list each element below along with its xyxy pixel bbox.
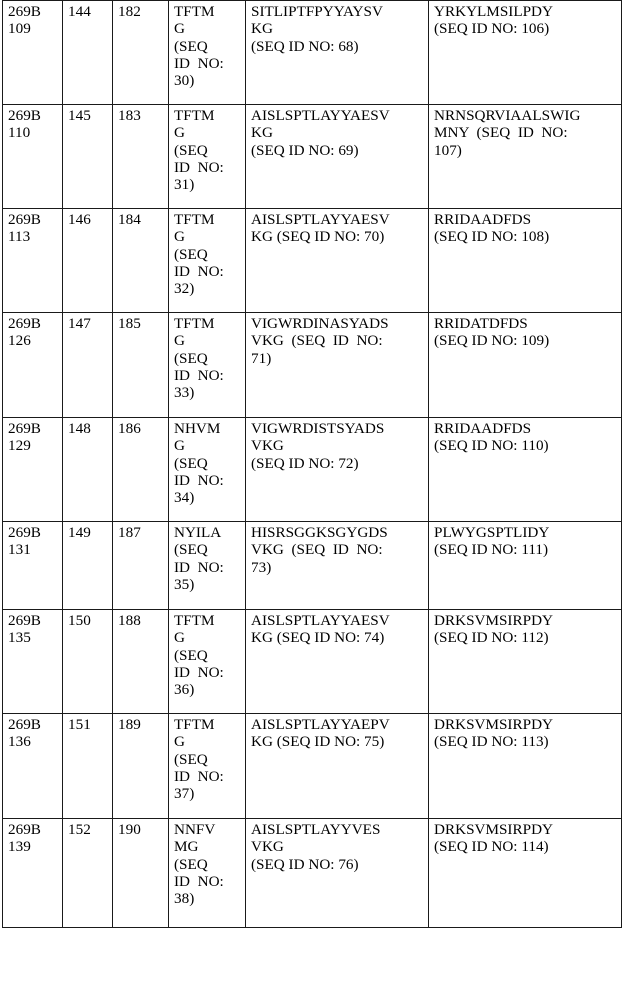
text-line: 131 [8,541,31,559]
text-line: 37) [174,785,195,803]
text-line: (SEQ ID NO: 106) [434,20,550,38]
text-line: 269B [8,315,41,332]
text-line: (SEQ ID NO: 109) [434,332,550,350]
cell-cdr2 [246,105,429,209]
cell-clone-id [3,313,63,418]
text-line: ID NO: [174,366,224,384]
text-line: 71) [251,349,272,367]
cell-clone-id [3,610,63,714]
text-line: (SEQ [174,454,208,472]
text-line: AISLSPTLAYYAESV [251,612,390,629]
text-line: MNY (SEQ ID NO: [434,124,568,142]
text-line: ID NO: [174,471,224,489]
text-line: (SEQ [174,37,208,55]
text-line: MG [174,838,199,856]
table-row [3,610,622,714]
text-line: DRKSVMSIRPDY [434,612,554,629]
cell-clone-id [3,1,63,105]
table-row [3,714,622,819]
text-line: TFTM [174,612,215,629]
cell-cdr1 [169,209,246,313]
text-line: (SEQ [174,646,208,664]
text-line: 107) [434,141,462,159]
text-line: 33) [174,384,195,402]
cell-clone-id [3,209,63,313]
cell-vh-number: 149 [63,522,113,610]
cell-cdr2 [246,819,429,928]
text-line: KG (SEQ ID NO: 75) [251,733,385,751]
text-line: 36) [174,681,195,699]
cell-clone-id [3,819,63,928]
cell-vl-number: 187 [113,522,169,610]
text-line: NRNSQRVIAALSWIG [434,107,581,124]
cell-vl-number: 186 [113,418,169,522]
text-line: G [174,228,185,246]
text-line: RRIDATDFDS [434,315,528,332]
text-line: VKG (SEQ ID NO: [251,332,383,350]
text-line: (SEQ ID NO: 114) [434,838,549,856]
cell-vl-number: 182 [113,1,169,105]
text-line: G [174,733,185,751]
text-line: ID NO: [174,872,224,890]
cell-cdr3 [429,610,622,714]
text-line: G [174,332,185,350]
cell-vh-number: 150 [63,610,113,714]
text-line: (SEQ [174,855,208,873]
cell-cdr2 [246,1,429,105]
table-row [3,522,622,610]
text-line: VKG [251,838,284,856]
cell-clone-id [3,522,63,610]
text-line: YRKYLMSILPDY [434,3,553,20]
text-line: 136 [8,733,31,751]
text-line: KG (SEQ ID NO: 74) [251,629,385,647]
text-line: PLWYGSPTLIDY [434,524,550,541]
cell-vh-number: 146 [63,209,113,313]
text-line: 34) [174,489,195,507]
cell-vh-number: 147 [63,313,113,418]
text-line: KG [251,20,273,38]
text-line: 35) [174,575,195,593]
text-line: 31) [174,176,195,194]
cell-cdr2 [246,714,429,819]
text-line: VKG (SEQ ID NO: [251,541,383,559]
text-line: ID NO: [174,158,224,176]
text-line: 269B [8,821,41,838]
text-line: (SEQ ID NO: 69) [251,141,359,159]
text-line: 126 [8,332,31,350]
text-line: ID NO: [174,54,224,72]
text-line: (SEQ [174,245,208,263]
text-line: (SEQ ID NO: 72) [251,454,359,472]
text-line: 269B [8,612,41,629]
text-line: AISLSPTLAYYAESV [251,107,390,124]
cell-cdr1 [169,714,246,819]
cell-clone-id [3,714,63,819]
text-line: (SEQ ID NO: 113) [434,733,549,751]
text-line: G [174,124,185,142]
text-line: (SEQ [174,541,208,559]
cell-cdr3 [429,105,622,209]
text-line: (SEQ ID NO: 112) [434,629,549,647]
table-row [3,105,622,209]
text-line: 269B [8,716,41,733]
text-line: TFTM [174,3,215,20]
table-row [3,819,622,928]
cell-vh-number: 151 [63,714,113,819]
text-line: DRKSVMSIRPDY [434,821,554,838]
cell-cdr1 [169,105,246,209]
text-line: 139 [8,838,31,856]
cell-cdr3 [429,819,622,928]
text-line: 269B [8,524,41,541]
text-line: 73) [251,558,272,576]
cell-vh-number: 145 [63,105,113,209]
text-line: 32) [174,280,195,298]
text-line: G [174,437,185,455]
text-line: AISLSPTLAYYVES [251,821,381,838]
cell-vl-number: 189 [113,714,169,819]
text-line: RRIDAADFDS [434,211,532,228]
cell-clone-id [3,105,63,209]
cell-cdr2 [246,610,429,714]
cell-cdr1 [169,313,246,418]
cell-cdr3 [429,522,622,610]
cell-cdr3 [429,209,622,313]
text-line: TFTM [174,211,215,228]
table-row [3,313,622,418]
text-line: 38) [174,890,195,908]
text-line: (SEQ ID NO: 108) [434,228,550,246]
sequence-table [2,0,622,928]
cell-cdr2 [246,209,429,313]
text-line: (SEQ ID NO: 68) [251,37,359,55]
text-line: (SEQ ID NO: 76) [251,855,359,873]
cell-cdr3 [429,313,622,418]
text-line: KG [251,124,273,142]
cell-clone-id [3,418,63,522]
text-line: 129 [8,437,31,455]
cell-cdr3 [429,418,622,522]
text-line: VKG [251,437,284,455]
cell-vl-number: 184 [113,209,169,313]
cell-cdr2 [246,522,429,610]
sequence-table-body [3,0,622,928]
text-line: 30) [174,72,195,90]
cell-cdr1 [169,610,246,714]
text-line: (SEQ [174,349,208,367]
text-line: HISRSGGKSGYGDS [251,524,388,541]
cell-cdr1 [169,522,246,610]
text-line: TFTM [174,315,215,332]
table-row [3,1,622,105]
text-line: 110 [8,124,31,142]
text-line: VIGWRDINASYADS [251,315,389,332]
text-line: (SEQ [174,750,208,768]
cell-vl-number: 188 [113,610,169,714]
text-line: AISLSPTLAYYAEPV [251,716,390,733]
text-line: NNFV [174,821,216,838]
cell-vl-number: 183 [113,105,169,209]
cell-vh-number: 144 [63,1,113,105]
text-line: ID NO: [174,663,224,681]
cell-cdr2 [246,418,429,522]
text-line: TFTM [174,716,215,733]
text-line: DRKSVMSIRPDY [434,716,554,733]
text-line: G [174,629,185,647]
cell-vh-number: 148 [63,418,113,522]
text-line: ID NO: [174,558,224,576]
text-line: (SEQ [174,141,208,159]
text-line: AISLSPTLAYYAESV [251,211,390,228]
text-line: 269B [8,107,41,124]
cell-cdr1 [169,1,246,105]
text-line: TFTM [174,107,215,124]
cell-vl-number: 190 [113,819,169,928]
text-line: 269B [8,3,41,20]
text-line: (SEQ ID NO: 110) [434,437,549,455]
cell-cdr3 [429,1,622,105]
text-line: (SEQ ID NO: 111) [434,541,549,559]
text-line: ID NO: [174,262,224,280]
text-line: 135 [8,629,31,647]
cell-cdr2 [246,313,429,418]
text-line: NHVM [174,420,221,437]
cell-cdr1 [169,418,246,522]
text-line: KG (SEQ ID NO: 70) [251,228,385,246]
cell-vh-number: 152 [63,819,113,928]
text-line: VIGWRDISTSYADS [251,420,385,437]
text-line: NYILA [174,524,222,541]
table-row [3,209,622,313]
text-line: G [174,20,185,38]
text-line: 269B [8,211,41,228]
table-row [3,418,622,522]
text-line: 109 [8,20,31,38]
cell-cdr3 [429,714,622,819]
cell-vl-number: 185 [113,313,169,418]
text-line: SITLIPTFPYYAYSV [251,3,383,20]
text-line: 269B [8,420,41,437]
text-line: RRIDAADFDS [434,420,532,437]
cell-cdr1 [169,819,246,928]
text-line: ID NO: [174,767,224,785]
text-line: 113 [8,228,31,246]
